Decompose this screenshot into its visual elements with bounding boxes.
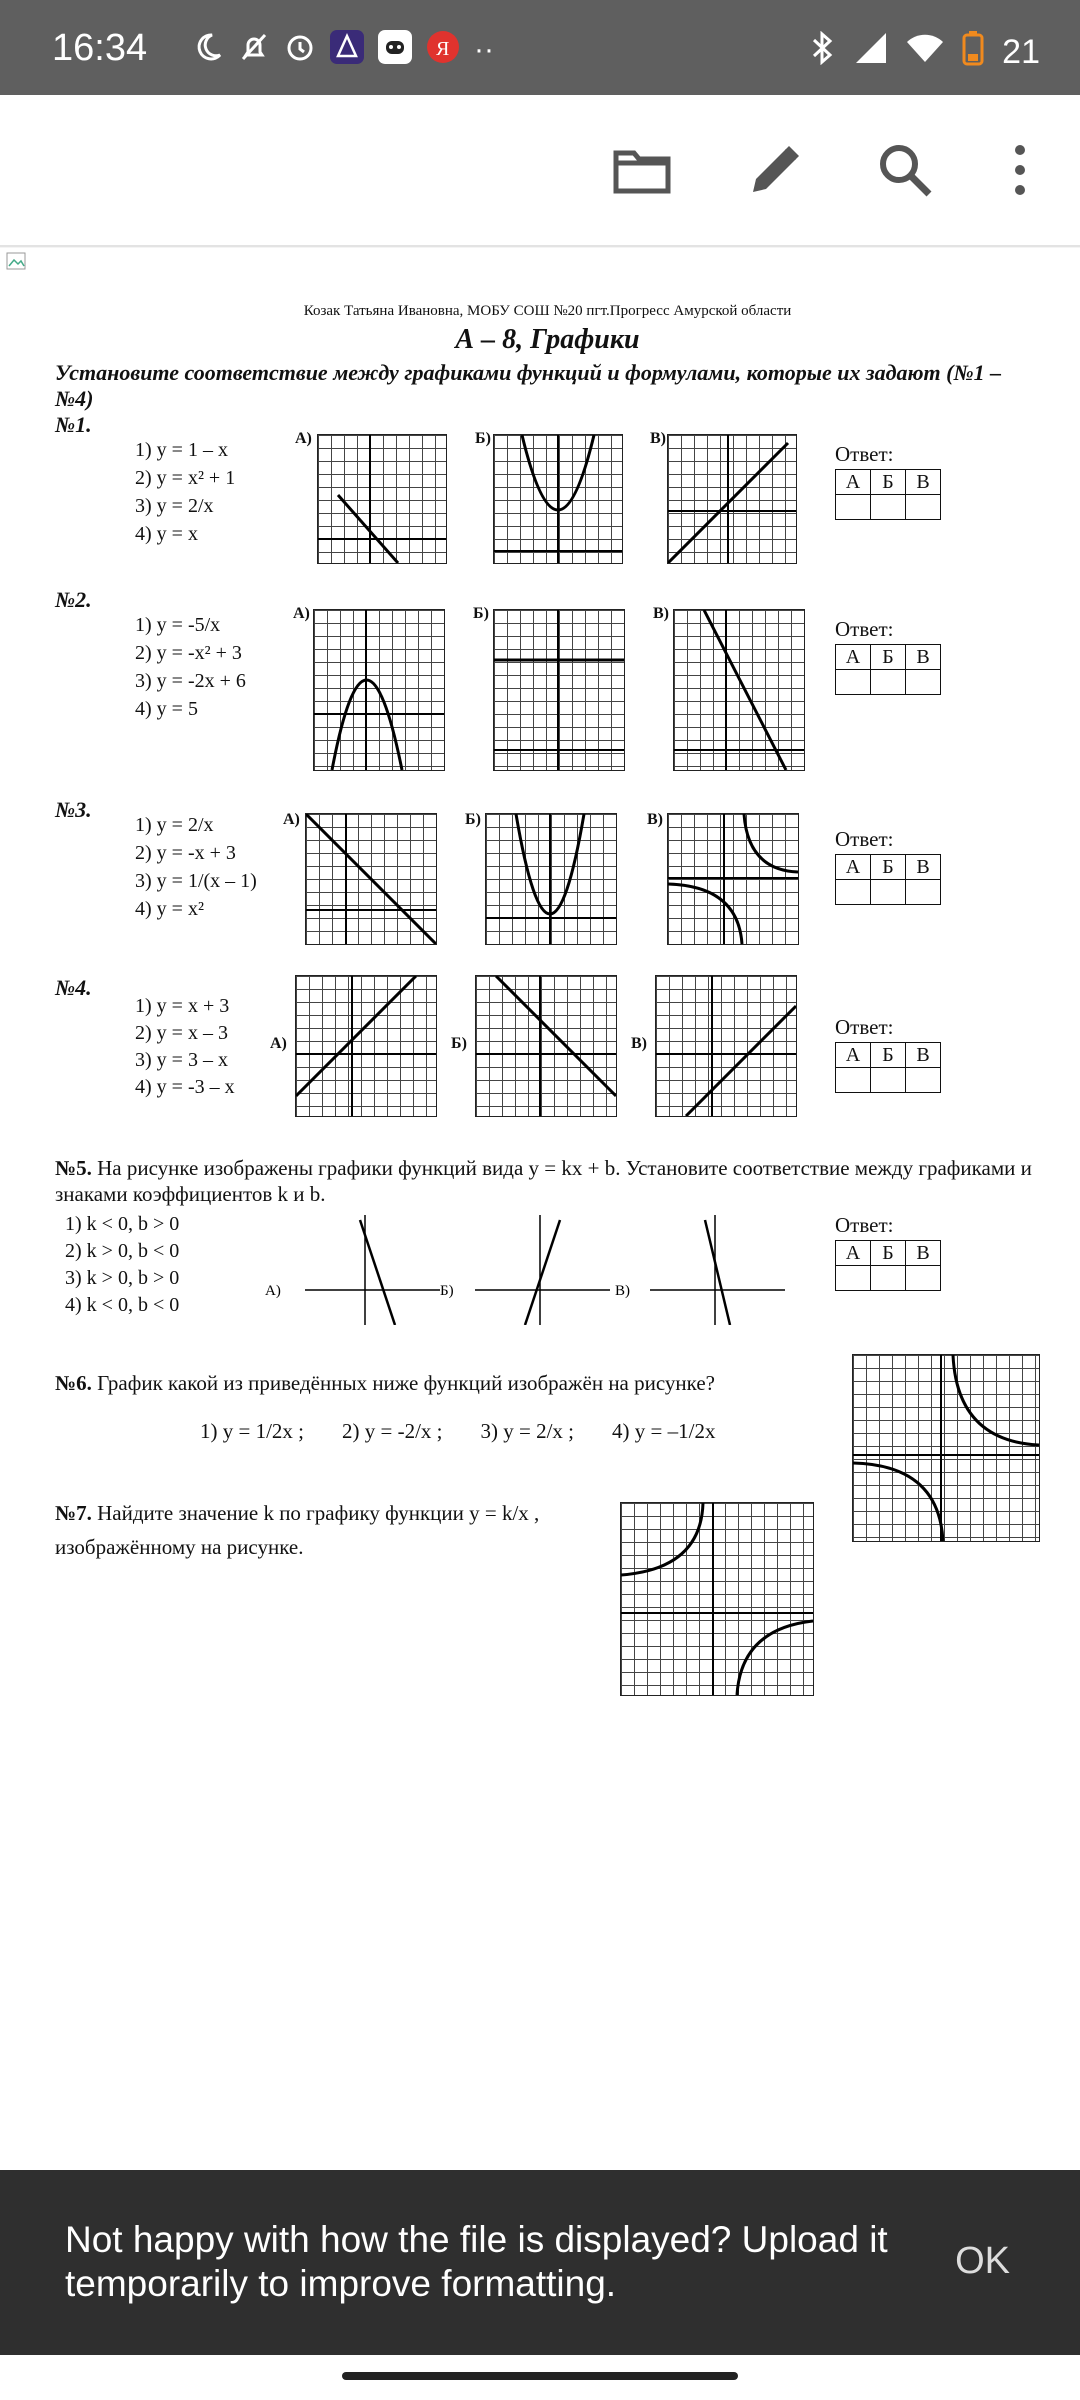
graph-label: В) xyxy=(631,1035,647,1052)
answer-col-a: А xyxy=(836,855,871,880)
task-number: №2. xyxy=(55,587,92,612)
graph-label: Б) xyxy=(451,1035,467,1052)
task-number: №5. xyxy=(55,1156,92,1180)
task-7-graph xyxy=(620,1502,814,1696)
wifi-icon xyxy=(906,32,944,73)
answer-col-b: Б xyxy=(871,855,906,880)
answer-label: Ответ: xyxy=(835,442,894,466)
task-number: №1. xyxy=(55,412,92,437)
graph-label: Б) xyxy=(475,430,491,447)
task-3 xyxy=(55,797,1040,975)
answer-col-a: А xyxy=(836,1043,871,1068)
option-list xyxy=(65,1211,179,1319)
graph-c xyxy=(673,609,805,771)
formatting-banner xyxy=(0,2170,1080,2355)
task-number: №4. xyxy=(55,975,92,1000)
task-5-graphs xyxy=(265,1215,825,1325)
formula: 2) y = -x + 3 xyxy=(135,842,236,864)
graph-b xyxy=(493,609,625,771)
banner-ok-button[interactable]: OK xyxy=(955,2240,1010,2282)
graph-a xyxy=(305,813,437,945)
search-button[interactable] xyxy=(870,135,940,205)
option: 3) y = 2/x ; xyxy=(480,1419,575,1443)
task-4 xyxy=(55,975,1040,1155)
answer-cell xyxy=(836,880,871,905)
option: 2) k > 0, b < 0 xyxy=(65,1240,180,1262)
edit-button[interactable] xyxy=(740,135,810,205)
status-system-icons xyxy=(810,30,1040,75)
formula: 1) y = -5/x xyxy=(135,614,221,636)
answer-cell xyxy=(871,1068,906,1093)
graph-label: А) xyxy=(295,430,312,447)
moon-icon xyxy=(192,31,224,68)
answer-table xyxy=(835,854,941,905)
gesture-nav-bar xyxy=(0,2355,1080,2400)
answer-col-c: В xyxy=(906,1043,941,1068)
more-vertical-icon xyxy=(1010,142,1030,198)
formula: 4) y = x xyxy=(135,523,198,545)
author-line: Козак Татьяна Ивановна, МОБУ СОШ №20 пгт.Прогресс Амурской области xyxy=(303,303,792,319)
formula: 1) y = x + 3 xyxy=(135,995,230,1017)
signal-icon xyxy=(854,31,888,74)
home-handle[interactable] xyxy=(342,2372,738,2380)
graph-a xyxy=(317,434,447,564)
formula: 1) y = 2/x xyxy=(135,814,214,836)
status-bar xyxy=(0,0,1080,95)
option: 1) y = 1/2x ; xyxy=(200,1419,305,1443)
more-options-button[interactable] xyxy=(985,135,1055,205)
bluetooth-icon xyxy=(810,31,836,74)
answer-table xyxy=(835,1042,941,1093)
answer-table xyxy=(835,469,941,520)
status-time: 16:34 xyxy=(52,27,148,69)
task-1 xyxy=(55,412,1040,587)
task-text: Найдите значение k по графику функции y = k/x , xyxy=(97,1501,540,1525)
graph-label: В) xyxy=(650,430,666,447)
answer-table xyxy=(835,1240,941,1291)
more-notifications-icon: ·· xyxy=(474,32,494,66)
answer-cell xyxy=(871,670,906,695)
formula: 3) y = 2/x xyxy=(135,495,214,517)
graph-b xyxy=(475,975,617,1117)
answer-col-b: Б xyxy=(871,1241,906,1266)
task-text: На рисунке изображены графики функций вида y = kx + b. Установите соответствие между графиками и знаками коэффициентов k и b. xyxy=(55,1156,1032,1206)
formula: 3) y = 3 – x xyxy=(135,1049,228,1071)
answer-cell xyxy=(906,1266,941,1291)
pencil-icon xyxy=(747,142,803,198)
answer-box xyxy=(835,1015,941,1093)
answer-cell xyxy=(906,880,941,905)
option: 1) k < 0, b > 0 xyxy=(65,1213,180,1235)
task-7-text-2: изображённому на рисунке. xyxy=(55,1535,304,1559)
answer-cell xyxy=(836,1266,871,1291)
formula-list xyxy=(135,436,235,548)
task-5-text xyxy=(55,1155,1040,1207)
graph-label: А) xyxy=(293,605,310,622)
formula-list xyxy=(135,611,246,723)
answer-col-a: А xyxy=(836,1241,871,1266)
graph-label: А) xyxy=(265,1283,281,1299)
formula-list xyxy=(135,811,257,923)
task-7-text xyxy=(55,1500,1040,1526)
answer-cell xyxy=(836,670,871,695)
formula: 4) y = -3 – x xyxy=(135,1076,235,1098)
worksheet-title: А – 8, Графики xyxy=(455,324,640,355)
answer-col-c: В xyxy=(906,470,941,495)
answer-label: Ответ: xyxy=(835,827,894,851)
task-text: График какой из приведённых ниже функций изображён на рисунке? xyxy=(97,1371,715,1395)
task-number: №3. xyxy=(55,797,92,822)
discord-icon xyxy=(378,30,412,69)
graph-c xyxy=(667,813,799,945)
bell-off-icon xyxy=(238,31,270,68)
viewer-toolbar xyxy=(0,95,1080,247)
graph-label: Б) xyxy=(440,1283,454,1299)
answer-cell xyxy=(906,495,941,520)
answer-cell xyxy=(871,1266,906,1291)
folder-icon xyxy=(612,145,672,195)
answer-col-b: Б xyxy=(871,1043,906,1068)
svg-text:Я: Я xyxy=(436,38,450,60)
task-number: №7. xyxy=(55,1501,92,1525)
formula: 2) y = -x² + 3 xyxy=(135,642,242,664)
formula: 2) y = x² + 1 xyxy=(135,467,236,489)
answer-col-b: Б xyxy=(871,645,906,670)
formula: 4) y = x² xyxy=(135,898,204,920)
answer-cell xyxy=(871,495,906,520)
option-list xyxy=(200,1418,715,1444)
graph-label: Б) xyxy=(473,605,489,622)
graph-c xyxy=(667,434,797,564)
formula: 3) y = 1/(x – 1) xyxy=(135,870,257,892)
answer-col-a: А xyxy=(836,470,871,495)
answer-cell xyxy=(906,1068,941,1093)
graph-a xyxy=(295,975,437,1117)
status-notification-icons xyxy=(192,30,494,69)
task-number: №6. xyxy=(55,1371,92,1395)
graph-b xyxy=(485,813,617,945)
answer-label: Ответ: xyxy=(835,1213,894,1237)
answer-table xyxy=(835,644,941,695)
battery-icon xyxy=(962,30,984,75)
answer-box xyxy=(835,827,941,905)
task-6 xyxy=(55,1370,1040,1500)
answer-col-c: В xyxy=(906,1241,941,1266)
answer-cell xyxy=(871,880,906,905)
answer-cell xyxy=(906,670,941,695)
formula: 1) y = 1 – x xyxy=(135,439,228,461)
graph-label: А) xyxy=(270,1035,287,1052)
document-view[interactable] xyxy=(0,248,1080,2173)
answer-col-b: Б xyxy=(871,470,906,495)
graph-c xyxy=(655,975,797,1117)
answer-box xyxy=(835,1213,941,1291)
option: 4) k < 0, b < 0 xyxy=(65,1294,180,1316)
graph-b xyxy=(493,434,623,564)
graph-a xyxy=(313,609,445,771)
graph-label: В) xyxy=(615,1283,630,1299)
answer-cell xyxy=(836,495,871,520)
option: 4) y = –1/2x xyxy=(612,1419,716,1443)
instruction: Установите соответствие между графиками функций и формулами, которые их задают (№1 – №4) xyxy=(55,360,1002,411)
worksheet xyxy=(55,303,1040,1700)
option: 2) y = -2/x ; xyxy=(342,1419,443,1443)
alarm-icon xyxy=(284,31,316,68)
option: 3) k > 0, b > 0 xyxy=(65,1267,180,1289)
yandex-icon xyxy=(426,30,460,69)
formula: 2) y = x – 3 xyxy=(135,1022,228,1044)
answer-col-c: В xyxy=(906,645,941,670)
answer-box xyxy=(835,617,941,695)
folder-button[interactable] xyxy=(607,135,677,205)
graph-label: А) xyxy=(283,811,300,828)
app-icon-purple xyxy=(330,30,364,69)
formula: 4) y = 5 xyxy=(135,698,198,720)
banner-message: Not happy with how the file is displayed? Upload it temporarily to improve formatting. xyxy=(65,2219,888,2304)
graph-label: Б) xyxy=(465,811,481,828)
answer-label: Ответ: xyxy=(835,1015,894,1039)
broken-image-icon xyxy=(6,252,28,272)
answer-cell xyxy=(836,1068,871,1093)
answer-col-c: В xyxy=(906,855,941,880)
task-7 xyxy=(55,1500,1040,1700)
search-icon xyxy=(877,142,933,198)
task-5 xyxy=(55,1155,1040,1370)
answer-label: Ответ: xyxy=(835,617,894,641)
answer-box xyxy=(835,442,941,520)
task-2 xyxy=(55,587,1040,797)
formula-list xyxy=(135,993,235,1101)
graph-label: В) xyxy=(647,811,663,828)
formula: 3) y = -2x + 6 xyxy=(135,670,246,692)
graph-label: В) xyxy=(653,605,669,622)
answer-col-a: А xyxy=(836,645,871,670)
battery-level: 21 xyxy=(1002,33,1040,71)
